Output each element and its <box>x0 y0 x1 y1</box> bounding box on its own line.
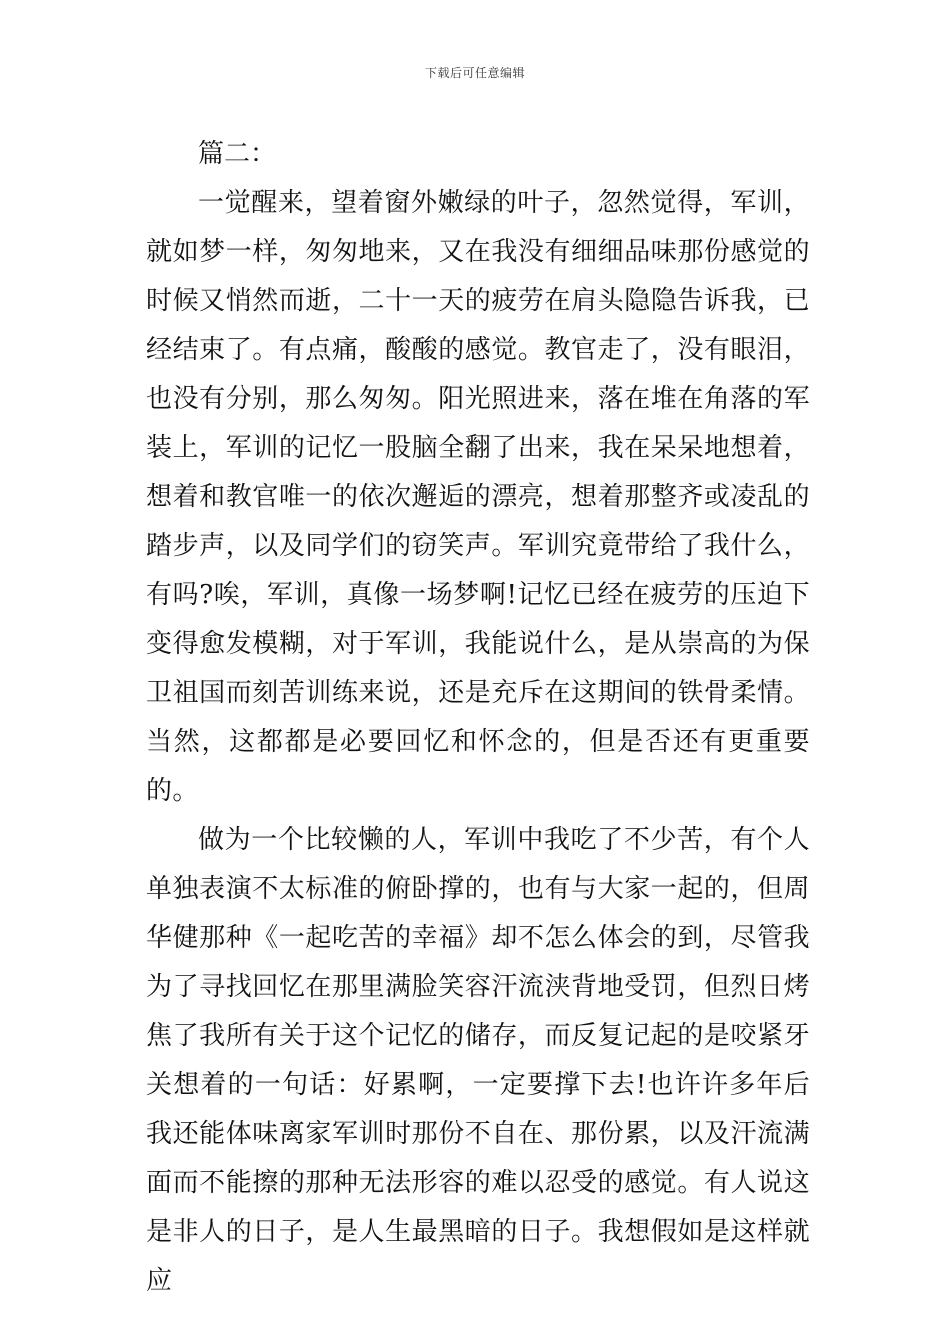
section-title: 篇二： <box>198 139 277 169</box>
page-header-note: 下载后可任意编辑 <box>424 66 525 80</box>
document-body <box>146 130 810 1306</box>
paragraph-1: 一觉醒来，望着窗外嫩绿的叶子，忽然觉得，军训，就如梦一样，匆匆地来，又在我没有细细品味那份感觉的时候又悄然而逝，二十一天的疲劳在肩头隐隐告诉我，已经结束了。有点痛，酸酸的感觉。教官走了，没有眼泪，也没有分别，那么匆匆。阳光照进来，落在堆在角落的军装上，军训的记忆一股脑全翻了出来，我在呆呆地想着，想着和教官唯一的依次邂逅的漂亮，想着那整齐或凌乱的踏步声，以及同学们的窃笑声。军训究竟带给了我什么，有吗?唉，军训，真像一场梦啊!记忆已经在疲劳的压迫下变得愈发模糊，对于军训，我能说什么，是从崇高的为保卫祖国而刻苦训练来说，还是充斥在这期间的铁骨柔情。当然，这都都是必要回忆和怀念的，但是否还有更重要的。 <box>146 188 810 806</box>
paragraph-2: 做为一个比较懒的人，军训中我吃了不少苦，有个人单独表演不太标准的俯卧撑的，也有与大家一起的，但周华健那种《一起吃苦的幸福》却不怎么体会的到，尽管我为了寻找回忆在那里满脸笑容汗流浃背地受罚，但烈日烤焦了我所有关于这个记忆的储存，而反复记起的是咬紧牙关想着的一句话：好累啊，一定要撑下去!也许许多年后我还能体味离家军训时那份不自在、那份累，以及汗流满面而不能擦的那种无法形容的难以忍受的感觉。有人说这是非人的日子，是人生最黑暗的日子。我想假如是这样就应 <box>146 825 810 1296</box>
